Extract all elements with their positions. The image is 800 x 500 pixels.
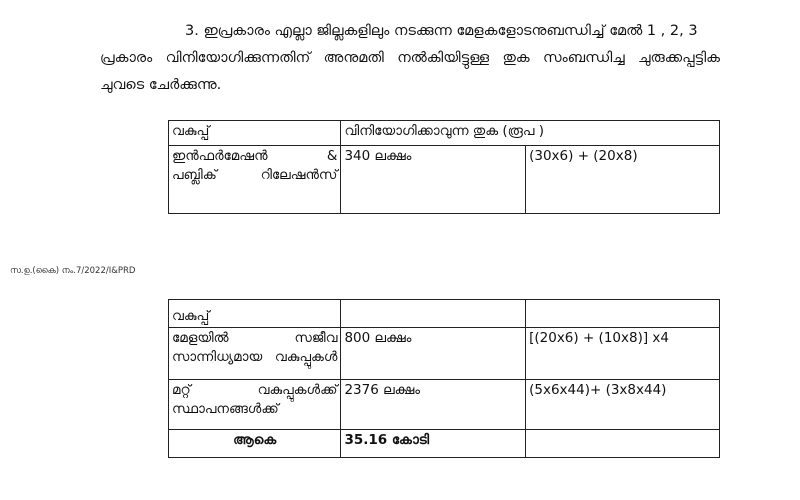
page-reference: സ.ഉ.(കൈ) നം.7/2022/I&PRD: [10, 266, 136, 276]
amount-cell: 800 ലക്ഷം: [341, 328, 526, 380]
table-row: [169, 146, 720, 214]
total-row: [169, 430, 720, 458]
allocation-table-part-1: [168, 120, 720, 214]
department-cell: [169, 380, 341, 430]
department-cell: [169, 328, 341, 380]
amount-cell: 2376 ലക്ഷം: [341, 380, 526, 430]
empty-cell: [341, 300, 526, 328]
header-department: വകുപ്പ്: [169, 300, 341, 328]
table-header-row: [169, 300, 720, 328]
department-line: സ്ഥാപനങ്ങൾക്ക്: [172, 401, 279, 417]
department-line: മേളയിൽ സജീവ: [172, 330, 338, 346]
total-amount: 35.16 കോടി: [341, 430, 526, 458]
allocation-table-part-2: [168, 299, 720, 458]
paragraph-line-1: 3. ഇപ്രകാരം എല്ലാ ജില്ലകളിലും നടക്കുന്ന മേളകളോടനുബന്ധിച്ച് മേൽ 1 , 2, 3: [185, 23, 698, 39]
department-line: പബ്ലിക് റിലേഷൻസ്: [172, 167, 338, 183]
table-row: [169, 328, 720, 380]
department-line: ഇൻഫർമേഷൻ &: [172, 148, 338, 164]
department-line: മറ്റ് വകുപ്പുകൾക്ക്: [172, 382, 338, 398]
calculation-cell: (30x6) + (20x8): [526, 146, 720, 214]
empty-cell: [526, 430, 720, 458]
table-row: [169, 380, 720, 430]
table-header-row: [169, 121, 720, 146]
department-line: സാന്നിധ്യമായ വകുപ്പുകൾ: [172, 349, 338, 365]
calculation-cell: (5x6x44)+ (3x8x44): [526, 380, 720, 430]
department-cell: [169, 146, 341, 214]
empty-cell: [526, 300, 720, 328]
paragraph-line-3: ചുവടെ ചേർക്കുന്നു.: [100, 77, 222, 93]
amount-cell: 340 ലക്ഷം: [341, 146, 526, 214]
header-department: വകുപ്പ്: [169, 121, 341, 146]
total-label: ആകെ: [169, 430, 341, 458]
header-amount: വിനിയോഗിക്കാവുന്ന തുക (രൂപ ): [341, 121, 720, 146]
paragraph-line-2: പ്രകാരം വിനിയോഗിക്കുന്നതിന് അനുമതി നൽകിയിട്ടുള്ള തുക സംബന്ധിച്ച ചുരുക്കപ്പട്ടിക: [100, 50, 720, 66]
intro-paragraph: [100, 18, 720, 99]
calculation-cell: [(20x6) + (10x8)] x4: [526, 328, 720, 380]
